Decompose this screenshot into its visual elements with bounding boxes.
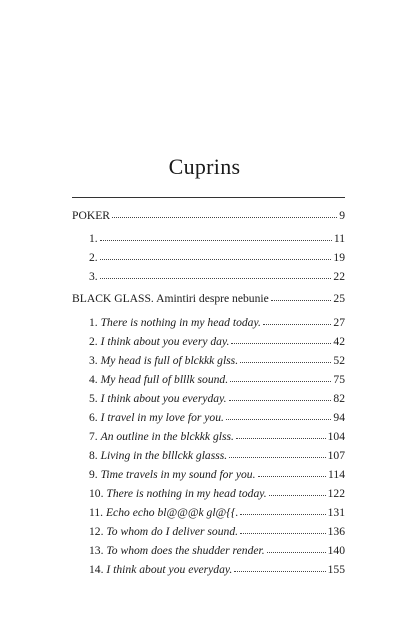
toc-entry-title: I think about you every day.: [100, 335, 230, 348]
toc-page-number: 42: [333, 335, 345, 348]
toc-entry-number: 12.: [89, 525, 104, 538]
dot-leader: [236, 429, 326, 439]
toc-page-number: 104: [327, 430, 345, 443]
toc-entry[interactable]: [89, 232, 345, 246]
toc-entry[interactable]: [89, 430, 345, 444]
toc-entry-number: 2.: [89, 251, 98, 264]
dot-leader: [231, 334, 331, 344]
dot-leader: [240, 505, 325, 515]
toc-entry-title: There is nothing in my head today.: [100, 316, 261, 329]
toc-entry[interactable]: [89, 468, 345, 482]
toc-entry-number: 3.: [89, 354, 98, 367]
toc-page-number: 19: [333, 251, 345, 264]
toc-entry-number: 1.: [89, 316, 98, 329]
toc-entry-number: 9.: [89, 468, 98, 481]
toc-entry-title: To whom does the shudder render.: [106, 544, 265, 557]
toc-section[interactable]: [72, 292, 345, 306]
dot-leader: [240, 353, 331, 363]
dot-leader: [112, 208, 337, 218]
toc-page-number: 131: [327, 506, 345, 519]
toc-entry[interactable]: [89, 373, 345, 387]
dot-leader: [269, 486, 326, 496]
dot-leader: [258, 467, 327, 477]
toc-section-label: BLACK GLASS. Amintiri despre nebunie: [72, 292, 269, 305]
toc-page-number: 114: [328, 468, 345, 481]
toc-entry-number: 13.: [89, 544, 104, 557]
toc-entry-title: An outline in the blckkk glss.: [100, 430, 234, 443]
toc-section-label: POKER: [72, 209, 111, 222]
toc-entry-number: 1.: [89, 232, 98, 245]
toc-entry-title: My head is full of blckkk glss.: [100, 354, 239, 367]
toc-entry[interactable]: [89, 449, 345, 463]
dot-leader: [100, 231, 332, 241]
toc-entry[interactable]: [89, 270, 345, 284]
toc-entry[interactable]: [89, 251, 345, 265]
toc-entry[interactable]: [89, 392, 345, 406]
toc-entry[interactable]: [89, 525, 345, 539]
dot-leader: [100, 250, 332, 260]
toc-page-number: 107: [327, 449, 345, 462]
toc-entry-number: 2.: [89, 335, 98, 348]
toc-entry-title: There is nothing in my head today.: [106, 487, 267, 500]
toc-page-number: 140: [327, 544, 345, 557]
dot-leader: [229, 448, 325, 458]
toc-entry-title: Living in the blllckk glasss.: [100, 449, 228, 462]
toc-entry-number: 10.: [89, 487, 104, 500]
toc-page-number: 94: [333, 411, 345, 424]
dot-leader: [240, 524, 326, 534]
title-divider: [72, 197, 345, 198]
toc-page-number: 136: [327, 525, 345, 538]
toc-page-number: 22: [333, 270, 345, 283]
toc-page-number: 11: [333, 232, 345, 245]
page-title: Cuprins: [168, 154, 241, 179]
dot-leader: [267, 543, 326, 553]
toc-entry[interactable]: [89, 487, 345, 501]
dot-leader: [100, 269, 332, 279]
toc-section[interactable]: [72, 209, 345, 223]
toc-entry[interactable]: [89, 354, 345, 368]
dot-leader: [229, 391, 332, 401]
toc-page-number: 52: [333, 354, 345, 367]
toc-entry-title: To whom do I deliver sound.: [106, 525, 239, 538]
toc-entry[interactable]: [89, 544, 345, 558]
toc-page-number: 75: [333, 373, 345, 386]
toc-entry-number: 6.: [89, 411, 98, 424]
toc-entry[interactable]: [89, 316, 345, 330]
toc-entry-title: I travel in my love for you.: [100, 411, 224, 424]
toc-entry-title: I think about you everyday.: [106, 563, 233, 576]
toc-entry-number: 14.: [89, 563, 104, 576]
dot-leader: [271, 291, 332, 301]
toc-entry[interactable]: [89, 411, 345, 425]
toc-page-number: 82: [333, 392, 345, 405]
toc-page-number: 9: [339, 209, 345, 222]
toc-entry-title: Echo echo bl@@@k gl@{{.: [105, 506, 239, 519]
dot-leader: [234, 562, 325, 572]
toc-entry-number: 5.: [89, 392, 98, 405]
toc-entry-title: My head full of blllk sound.: [100, 373, 229, 386]
dot-leader: [263, 315, 332, 325]
toc-entry[interactable]: [89, 563, 345, 577]
toc-entry-number: 7.: [89, 430, 98, 443]
dot-leader: [226, 410, 331, 420]
toc-page-number: 27: [333, 316, 345, 329]
toc-page-number: 122: [327, 487, 345, 500]
toc-entry-number: 8.: [89, 449, 98, 462]
toc-entry-title: I think about you everyday.: [100, 392, 227, 405]
dot-leader: [230, 372, 331, 382]
toc-page-number: 25: [333, 292, 345, 305]
toc-entry-number: 3.: [89, 270, 98, 283]
toc-entry-number: 4.: [89, 373, 98, 386]
toc-page-number: 155: [327, 563, 345, 576]
toc-entry[interactable]: [89, 335, 345, 349]
toc-entry-number: 11.: [89, 506, 104, 519]
toc-entry-title: Time travels in my sound for you.: [100, 468, 256, 481]
toc-entry[interactable]: [89, 506, 345, 520]
